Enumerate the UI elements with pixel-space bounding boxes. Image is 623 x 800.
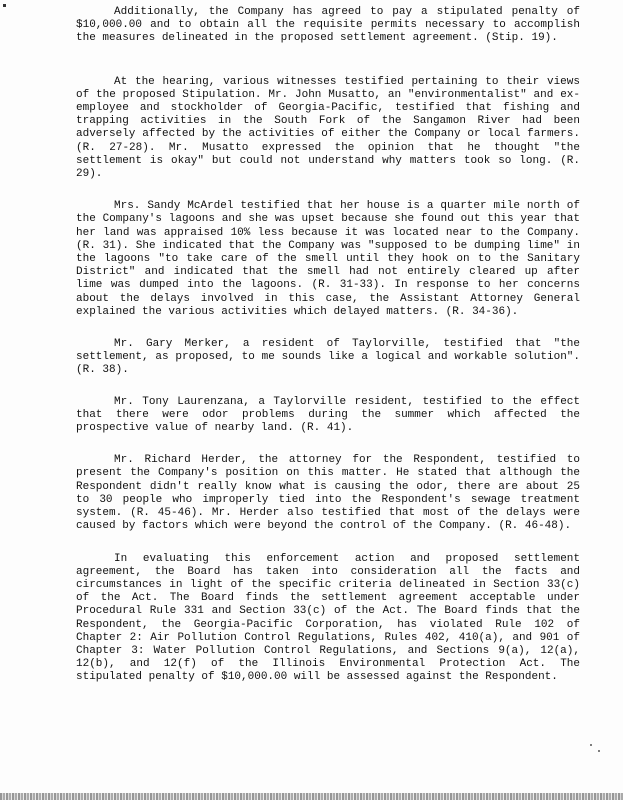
scan-border [0, 793, 623, 800]
paragraph-herder-testimony: Mr. Richard Herder, the attorney for the Respondent, testified to present the Company's position on this matter. He stated that although the Respondent didn't really know what is causing the odor, there are about 25 to 30 people who improperly tied into the Respondent's sewage treatment system. (R. 45-46). Mr. Herder also testified that most of the delays were caused by factors which were beyond the control of the Company. (R. 46-48). [76, 454, 580, 533]
paragraph-laurenzana-testimony: Mr. Tony Laurenzana, a Taylorville resident, testified to the effect that there were odor problems during the summer which affected the prospective value of nearby land. (R. 41). [76, 395, 580, 435]
paragraph-merker-testimony: Mr. Gary Merker, a resident of Taylorville, testified that "the settlement, as proposed, to me sounds like a logical and workable solution". (R. 38). [76, 338, 580, 377]
paragraph-musatto-testimony: At the hearing, various witnesses testified pertaining to their views of the proposed Stipulation. Mr. John Musatto, an "environmentalist" and ex-employee and stockholder of Georgia-Pacific, testified that fishing and trapping activities in the South Fork of the Sangamon River had been adversely affected by the activities of either the Company or local farmers. (R. 27-28). Mr. Musatto expressed the opinion that he thought "the settlement is okay" but could not understand why matters took so long. (R. 29). [76, 75, 580, 181]
paragraph-board-findings: In evaluating this enforcement action and proposed settlement agreement, the Board has taken into consideration all the facts and circumstances in light of the specific criteria delineated in Section 33(c) of the Act. The Board finds the settlement agreement acceptable under Procedural Rule 331 and Section 33(c) of the Act. The Board finds that the Respondent, the Georgia-Pacific Corporation, has violated Rule 102 of Chapter 2: Air Pollution Control Regulations, Rules 402, 410(a), and 901 of Chapter 3: Water Pollution Control Regulations, and Sections 9(a), 12(a), 12(b), and 12(f) of the Illinois Environmental Protection Act. The stipulated penalty of $10,000.00 will be assessed against the Respondent. [76, 552, 580, 684]
scan-speck [590, 744, 592, 746]
paragraph-mcardel-testimony: Mrs. Sandy McArdel testified that her house is a quarter mile north of the Company's lagoons and she was upset because she found out this year that her land was appraised 10% less because it was located near to the Company. (R. 31). She indicated that the Company was "supposed to be dumping lime" in the lagoons "to take care of the smell until they hook on to the Sanitary District" and indicated that the smell had not entirely cleared up after lime was dumped into the lagoons. (R. 31-33). In response to her concerns about the delays involved in this case, the Assistant Attorney General explained the various activities which delayed matters. (R. 34-36). [76, 200, 580, 318]
scan-speck [598, 750, 600, 752]
scan-mark [3, 4, 6, 7]
paragraph-penalty-agreement: Additionally, the Company has agreed to pay a stipulated penalty of $10,000.00 and to obtain all the requisite permits necessary to accomplish the measures delineated in the proposed settlement agreement. (Stip. 19). [76, 6, 580, 45]
document-body [76, 6, 580, 701]
